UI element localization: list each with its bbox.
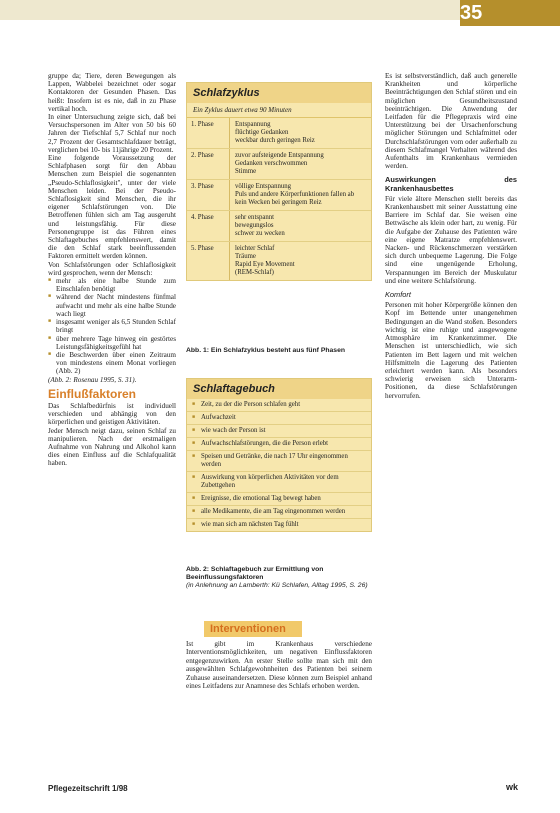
phase-label: 4. Phase	[187, 211, 230, 241]
column-left	[48, 72, 176, 772]
phase-line: kein Wecken bei geringem Reiz	[235, 199, 322, 206]
paragraph: In einer Untersuchung zeigte sich, daß bei Versuchspersonen im Alter von 50 bis 60 Jahren der Tiefschlaf 5,7 Schlaf nur noch 2,7 Prozent der Gesamtschlafdauer beträgt, verglichen bei 10- bis 11jährige 20 Prozent.	[48, 113, 176, 154]
caption-text: Abb. 1: Ein Schlafzyklus besteht aus fünf Phasen	[186, 347, 346, 354]
phase-row	[187, 242, 371, 280]
list-item: ■ mehr als eine halbe Stunde zum Einschlafen benötigt	[56, 277, 176, 293]
phase-line: bewegungslos	[235, 222, 274, 229]
list-item: ■ während der Nacht mindestens fünfmal aufwacht und mehr als eine halbe Stunde wach liegt	[56, 293, 176, 318]
footer-journal: Pflegezeitschrift 1/98	[48, 784, 128, 793]
section-heading: Interventionen	[204, 621, 302, 637]
phase-line: Gedanken verschwommen	[235, 160, 308, 167]
phase-label: 1. Phase	[187, 118, 230, 148]
list-item: ■ alle Medikamente, die am Tag eingenommen werden	[187, 506, 371, 519]
figure-caption	[186, 566, 372, 590]
page-number: 35	[460, 0, 560, 26]
interventions-text: Ist gibt im Krankenhaus verschiedene Interventionsmöglichkeiten, um negativen Einflussfaktoren entgegenzuwirken. An erster Stelle sollte man sich mit den ausgewählten Schlafgewohnheiten des Patienten bei seinem Zuhause auseinandersetzen. Diese können zum Beispiel anhand eines Leitfadens zur Anamnese des Schlafs erhoben werden.	[186, 640, 372, 691]
caption-text: Abb. 2: Schlaftagebuch zur Ermittlung von Beeinflussungsfaktoren	[186, 566, 324, 581]
paragraph: Für viele ältere Menschen stellt bereits das Krankenhausbett mit seiner Ausstattung eine Barriere im Schlaf dar. Sie weisen eine Bettwäsche als klein oder hart, zu wenig. Für die Aufgabe der Zuhause des Patienten wäre eine eigene Matratze empfehlenswert. Nacken- und Rückenschmerzen verstärken sich durch unbequeme Lagerung. Die Folge sind eine ungenügende Erholung, Verspannungen im Bereich der Muskulatur und eine weitere Schlafstörung.	[385, 194, 517, 285]
phase-line: weckbar durch geringen Reiz	[235, 137, 315, 144]
list-item: ■ die Beschwerden über einen Zeitraum von mindestens einem Monat vorliegen (Abb. 2)	[56, 351, 176, 376]
phase-line: Puls und andere Körperfunktionen fallen ab	[235, 191, 355, 198]
list-item: ■ wie wach der Person ist	[187, 425, 371, 438]
column-right	[385, 72, 517, 772]
paragraph: Eine folgende Voraussetzung der Schlafphasen sorgt für den Abbau Menschen zum Beispiel die sogenannten „Pseudo-Schlaflosigkeit", unter der viele Menschen leiden. Bei der Pseudo-Schlaflosigkeit sind Menschen, die ihr eigener Schlafstörungen von. Die Betroffenen fühlen sich am Tag ausgeruht und leistungsfähig. Für diese Personengruppe ist das Führen eines Schlaftagebuches empfehlenswert, damit die den Schlaf stark beeinflussenden Faktoren ermittelt werden können.	[48, 154, 176, 261]
phase-line: Stimme	[235, 168, 257, 175]
list-item: ■ Ereignisse, die emotional Tag bewegt haben	[187, 493, 371, 506]
phase-line: Rapid Eye Movement	[235, 261, 295, 268]
phase-line: Träume	[235, 253, 256, 260]
phase-row	[187, 118, 371, 149]
phase-row	[187, 149, 371, 180]
list-item: ■ Aufwachzeit	[187, 412, 371, 425]
paragraph: Jeder Mensch neigt dazu, seinen Schlaf zu manipulieren. Nach der erstmaligen Aufnahme von Nahrung und Alkohol kann dies einen Einfluss auf die Schlafqualität haben.	[48, 426, 176, 468]
caption-source: (in Anlehnung an Lamberth: Kü Schlafen, Alltag 1995, S. 26)	[186, 582, 368, 589]
list-item: ■ insgesamt weniger als 6,5 Stunden Schlaf bringt	[56, 318, 176, 334]
section-subheading: Auswirkungen des Krankenhausbettes	[385, 175, 517, 193]
box-subtitle: Ein Zyklus dauert etwa 90 Minuten	[187, 103, 371, 118]
phase-label: 5. Phase	[187, 242, 230, 280]
phase-line: sehr entspannt	[235, 214, 275, 221]
phase-label: 3. Phase	[187, 180, 230, 210]
phase-label: 2. Phase	[187, 149, 230, 179]
list-item: ■ Aufwachschlafstörungen, die die Person erlebt	[187, 438, 371, 451]
phase-line: (REM-Schlaf)	[235, 269, 274, 276]
paragraph: Das Schlafbedürfnis ist individuell verschieden und abhängig von den körperlichen und geistigen Aktivitäten.	[48, 401, 176, 427]
phase-line: flüchtige Gedanken	[235, 129, 289, 136]
list-item: ■ wie man sich am nächsten Tag fühlt	[187, 519, 371, 531]
list-item: ■ Speisen und Getränke, die nach 17 Uhr eingenommen werden	[187, 451, 371, 472]
list-item: ■ Auswirkung von körperlichen Aktivitäten vor dem Zubettgehen	[187, 472, 371, 493]
sleep-diary-box	[186, 378, 372, 532]
phase-row	[187, 211, 371, 242]
paragraph: Von Schlafstörungen oder Schlaflosigkeit wird gesprochen, wenn der Mensch:	[48, 260, 176, 277]
paragraph: gruppe da; Tiere, deren Bewegungen als Lappen, Wabbelei bezeichnet oder sogar Kontaktoren der Gesunden Phasen. Das heißt: Insofern ist es nie, daß in zu Phase vertikal hoch.	[48, 72, 176, 113]
phase-line: zuvor aufsteigende Entspannung	[235, 152, 324, 159]
sleep-cycle-box	[186, 82, 372, 281]
criteria-list	[48, 277, 176, 375]
section-subheading: Komfort	[385, 290, 411, 300]
list-item: ■ über mehrere Tage hinweg ein gestörtes Leistungsfähigkeitsgefühl hat	[56, 335, 176, 351]
paragraph: Es ist selbstverständlich, daß auch generelle Krankheiten und körperliche Beeinträchtigungen den Schlaf stören und ein möglichen Gesundheitszustand beeinträchtigen. Die Anwendung der Leitfaden für die Pflegepraxis wird eine Unterstützung bei der Ursachenforschung möglicher Störungen und Schlafmittel oder Durchschlafstörungen vom oder außerhalb zu diesem Schlafmangel Verhalten während des Aufenthalts im Krankenhaus vermieden werden.	[385, 72, 517, 171]
box-title: Schlafzyklus	[187, 83, 371, 103]
box-title: Schlaftagebuch	[187, 379, 371, 399]
phase-row	[187, 180, 371, 211]
list-item: ■ Zeit, zu der die Person schlafen geht	[187, 399, 371, 412]
figure-caption	[186, 347, 372, 355]
phase-line: völlige Entspannung	[235, 183, 292, 190]
paragraph: Personen mit hoher Körpergröße können den Kopf im Bettende unter unangenehmen Bedingungen an die Wand stoßen. Besonders wichtig ist eine ruhige und ausgewogene Atmosphäre im Krankenzimmer. Die Menschen ist unterschiedlich, wie sich Patienten im Bett lagern und mit welchen Hilfsmitteln die Lagerung des Patienten erleichtert werden kann. Als besonders schwierig erweisen sich Unterarm-Positionen, da diese Schlafstörungen hervorrufen.	[385, 301, 517, 400]
footer-logo: wk	[506, 782, 519, 792]
section-heading: Einflußfaktoren	[48, 386, 137, 401]
paragraph: (Abb. 2: Rosenau 1995, S. 31).	[48, 375, 137, 384]
phase-line: leichter Schlaf	[235, 245, 275, 252]
phase-line: Entspannung	[235, 121, 271, 128]
phase-line: schwer zu wecken	[235, 230, 285, 237]
